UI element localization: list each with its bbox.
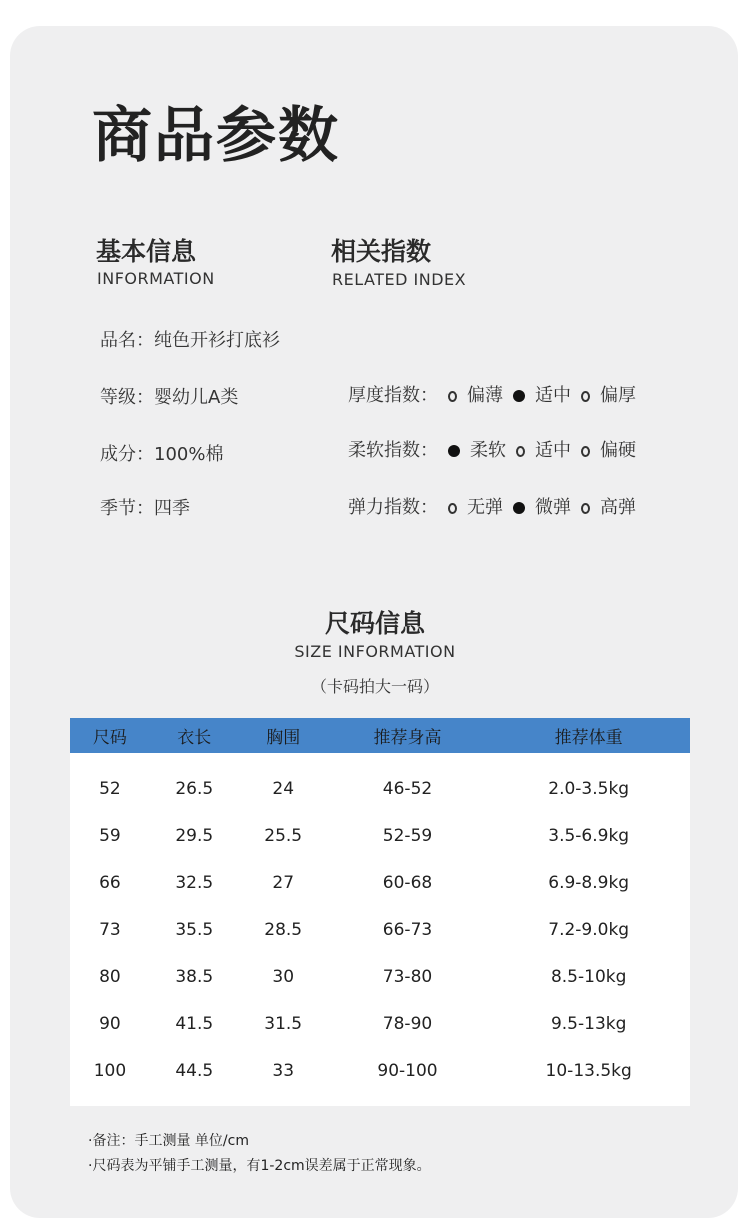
index-option: 偏薄 <box>467 385 503 406</box>
info-value: 100%棉 <box>154 444 224 465</box>
size-cell: 59 <box>99 825 121 846</box>
size-header-cell: 尺码 <box>92 728 127 748</box>
table-row <box>70 859 690 906</box>
index-option: 适中 <box>535 385 571 406</box>
size-cell: 66 <box>99 872 121 893</box>
index-option: 适中 <box>535 440 571 461</box>
info-label: 季节： <box>100 498 154 519</box>
index-label: 厚度指数： <box>348 385 438 406</box>
size-cell: 90-100 <box>377 1060 438 1081</box>
size-header-cell: 胸围 <box>266 728 301 748</box>
size-table-body <box>70 753 690 1106</box>
size-hint: （卡码拍大一码） <box>310 677 439 696</box>
size-cell: 73-80 <box>382 966 433 987</box>
size-cell: 78-90 <box>382 1013 433 1034</box>
info-label: 品名： <box>100 330 154 351</box>
unselected-circle-icon <box>516 446 525 457</box>
index-label: 弹力指数： <box>348 497 438 518</box>
size-header-cell: 推荐身高 <box>373 728 442 748</box>
size-cell: 46-52 <box>382 778 433 799</box>
size-cell: 29.5 <box>175 825 214 846</box>
unselected-circle-icon <box>448 391 457 402</box>
note-measure: ·备注：手工测量 单位/cm <box>88 1133 249 1149</box>
unselected-circle-icon <box>581 446 590 457</box>
size-cell: 44.5 <box>175 1060 214 1081</box>
selected-dot-icon <box>448 445 460 457</box>
info-row <box>100 440 223 466</box>
info-value: 纯色开衫打底衫 <box>154 330 280 351</box>
size-cell: 10-13.5kg <box>545 1060 632 1081</box>
index-option: 无弹 <box>467 497 503 518</box>
table-row <box>70 1047 690 1106</box>
size-cell: 31.5 <box>264 1013 303 1034</box>
size-cell: 100 <box>93 1060 127 1081</box>
size-cell: 2.0-3.5kg <box>548 778 630 799</box>
related-index-title: 相关指数 <box>331 237 432 266</box>
size-cell: 60-68 <box>382 872 433 893</box>
index-option: 柔软 <box>470 440 506 461</box>
size-table-header <box>70 718 690 753</box>
index-row <box>348 493 636 519</box>
size-subtitle: SIZE INFORMATION <box>294 642 456 661</box>
unselected-circle-icon <box>448 503 457 514</box>
size-cell: 90 <box>99 1013 121 1034</box>
info-label: 等级： <box>100 387 154 408</box>
size-title: 尺码信息 <box>324 609 425 638</box>
related-index-subtitle: RELATED INDEX <box>332 270 467 289</box>
size-cell: 66-73 <box>382 919 433 940</box>
info-row <box>100 383 238 409</box>
size-cell: 73 <box>99 919 121 940</box>
size-header-cell: 推荐体重 <box>554 728 623 748</box>
size-cell: 25.5 <box>264 825 303 846</box>
size-cell: 35.5 <box>175 919 214 940</box>
basic-info-title: 基本信息 <box>96 237 197 266</box>
basic-info-subtitle: INFORMATION <box>97 269 215 288</box>
table-row <box>70 812 690 859</box>
info-value: 婴幼儿A类 <box>154 387 239 408</box>
index-row <box>348 381 636 407</box>
size-cell: 52 <box>99 778 121 799</box>
selected-dot-icon <box>513 390 525 402</box>
size-cell: 38.5 <box>175 966 214 987</box>
info-row <box>100 494 190 520</box>
info-value: 四季 <box>154 498 190 519</box>
size-cell: 32.5 <box>175 872 214 893</box>
size-cell: 33 <box>272 1060 295 1081</box>
size-cell: 6.9-8.9kg <box>548 872 630 893</box>
size-cell: 28.5 <box>264 919 303 940</box>
table-row <box>70 753 690 812</box>
index-row <box>348 436 636 462</box>
info-label: 成分： <box>100 444 154 465</box>
size-cell: 30 <box>272 966 295 987</box>
size-cell: 9.5-13kg <box>550 1013 627 1034</box>
table-row <box>70 1000 690 1047</box>
index-option: 偏硬 <box>600 440 636 461</box>
size-cell: 80 <box>99 966 121 987</box>
size-cell: 41.5 <box>175 1013 214 1034</box>
index-option: 微弹 <box>535 497 571 518</box>
size-cell: 27 <box>272 872 295 893</box>
page-title: 商品参数 <box>92 101 340 171</box>
unselected-circle-icon <box>581 503 590 514</box>
size-table <box>70 718 690 1106</box>
size-cell: 24 <box>272 778 295 799</box>
table-row <box>70 953 690 1000</box>
info-row <box>100 326 280 352</box>
size-cell: 52-59 <box>382 825 433 846</box>
size-cell: 7.2-9.0kg <box>548 919 630 940</box>
selected-dot-icon <box>513 502 525 514</box>
index-option: 偏厚 <box>600 385 636 406</box>
unselected-circle-icon <box>581 391 590 402</box>
note-error: ·尺码表为平铺手工测量，有1-2cm误差属于正常现象。 <box>88 1158 431 1174</box>
size-header-cell: 衣长 <box>177 728 212 748</box>
index-label: 柔软指数： <box>348 440 438 461</box>
table-row <box>70 906 690 953</box>
size-cell: 3.5-6.9kg <box>548 825 630 846</box>
index-option: 高弹 <box>600 497 636 518</box>
size-cell: 26.5 <box>175 778 214 799</box>
size-cell: 8.5-10kg <box>550 966 627 987</box>
